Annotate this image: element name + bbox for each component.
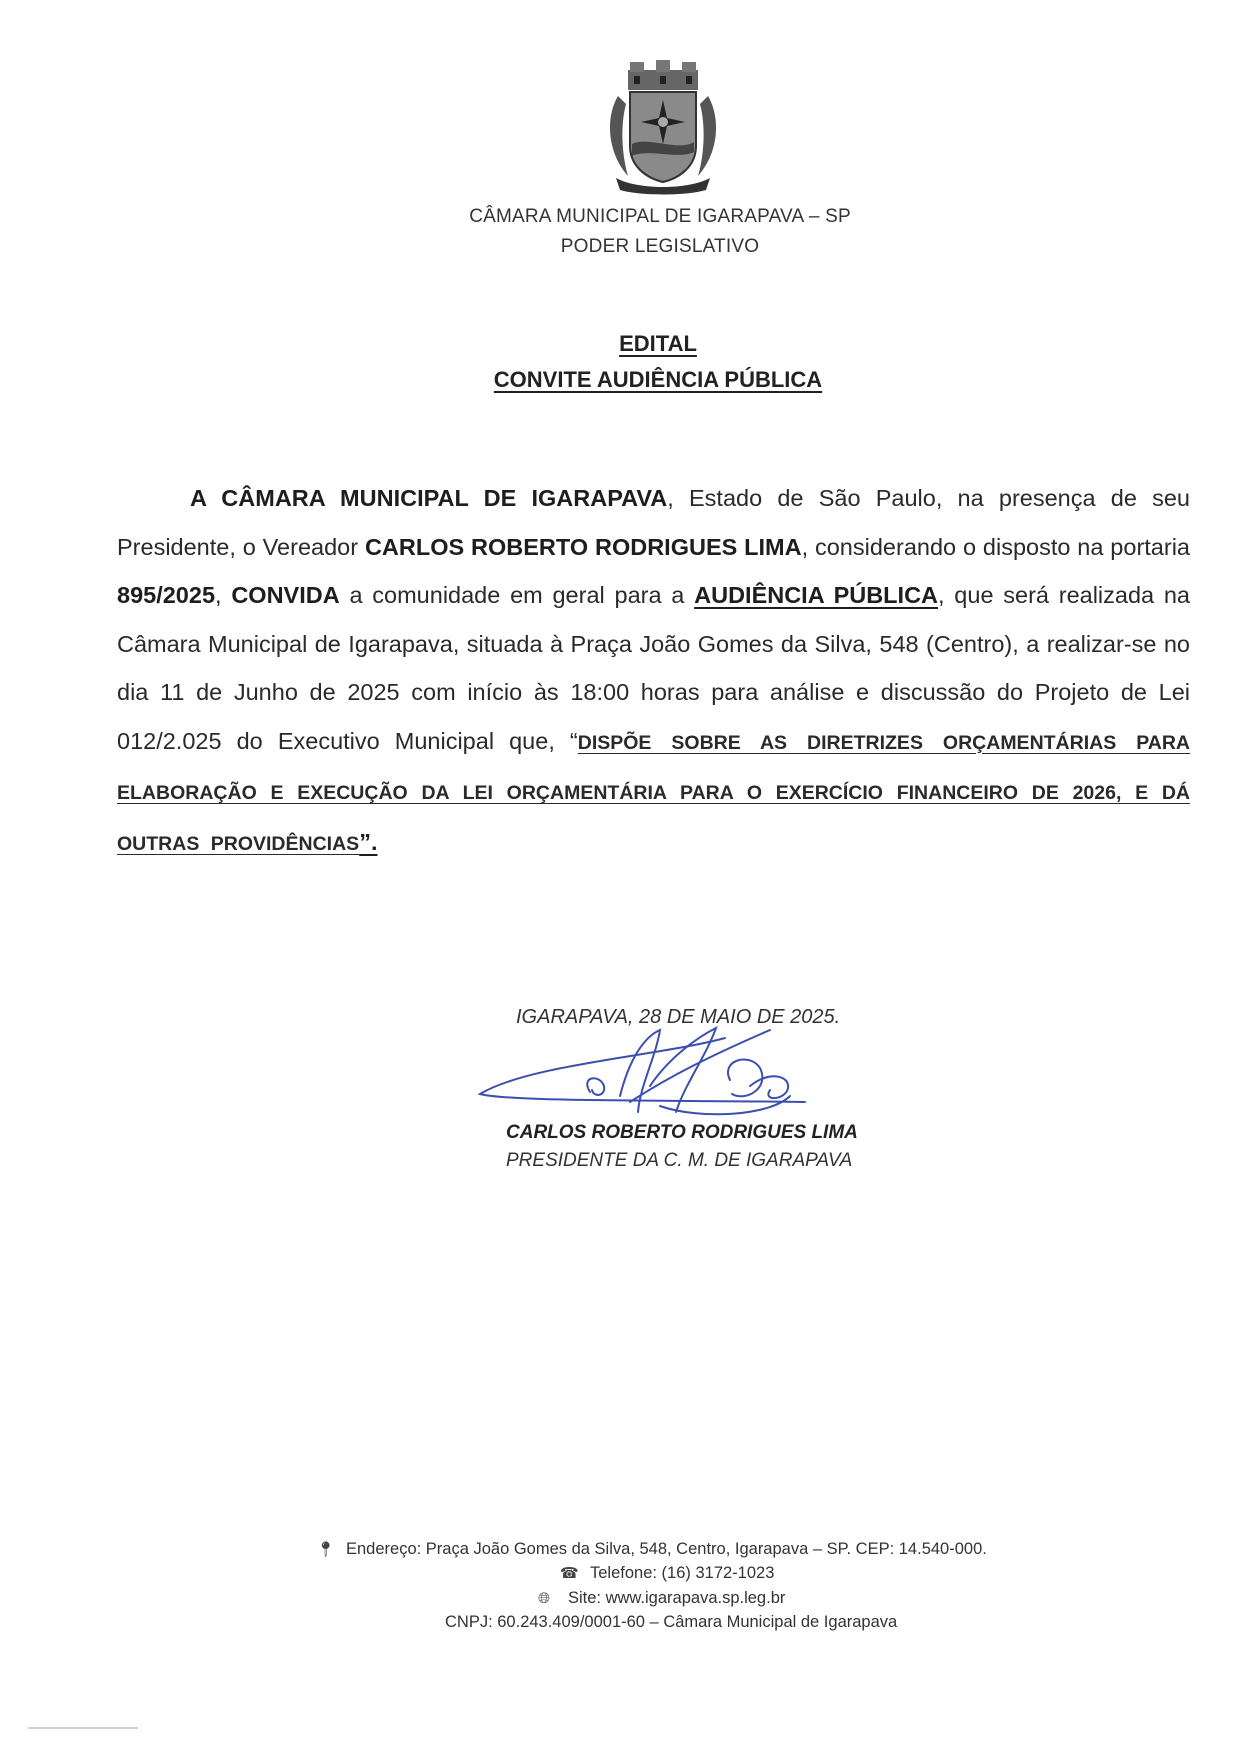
signer-name: CARLOS ROBERTO RODRIGUES LIMA <box>506 1122 858 1143</box>
legislative-branch: PODER LEGISLATIVO <box>560 236 760 257</box>
invitation-paragraph <box>117 474 1190 868</box>
bill-subject: DISPÕE SOBRE AS DIRETRIZES ORÇAMENTÁRIAS PARA ELABORAÇÃO E EXECUÇÃO DA LEI ORÇAMENTÁRIA PARA O EXERCÍCIO FINANCEIRO DE 2026, E DÁ OUTRAS PROVIDÊNCIAS <box>117 731 1190 855</box>
handwritten-signature-icon <box>470 1016 920 1126</box>
institution-name: CÂMARA MUNICIPAL DE IGARAPAVA – SP <box>469 206 851 227</box>
text-segment: , <box>215 582 232 608</box>
document-title: EDITAL <box>619 331 697 356</box>
address-text: Endereço: Praça João Gomes da Silva, 548, Centro, Igarapava – SP. CEP: 14.540-000. <box>346 1540 987 1558</box>
site-link[interactable]: Site: www.igarapava.sp.leg.br <box>568 1589 786 1607</box>
event-name: AUDIÊNCIA PÚBLICA <box>694 582 939 608</box>
text-segment: , Estado de São Paulo, na presença de seu Presidente, o Vereador <box>117 485 1190 560</box>
footer-phone <box>560 1564 774 1583</box>
text-segment: , que será realizada na Câmara Municipal de Igarapava, situada à Praça João Gomes da Silva, 548 (Centro), a realizar-se no dia 11 de Junho de 2025 com início às 18:00 horas para análise e discussão do Projeto de Lei 012/2.025 do Executivo Municipal que, “ <box>117 582 1191 754</box>
signer-role: PRESIDENTE DA C. M. DE IGARAPAVA <box>506 1150 853 1171</box>
text-segment: , considerando o disposto na portaria <box>801 533 1190 560</box>
footer-cnpj: CNPJ: 60.243.409/0001-60 – Câmara Municipal de Igarapava <box>445 1613 898 1631</box>
text-segment: a comunidade em geral para a <box>339 582 695 608</box>
telephone-icon: ☎ <box>560 1565 579 1582</box>
coat-of-arms-icon <box>588 56 738 196</box>
document-subtitle: CONVITE AUDIÊNCIA PÚBLICA <box>493 367 823 392</box>
footer-site <box>538 1589 785 1608</box>
ordinance-number: 895/2025 <box>117 582 216 608</box>
document-body <box>117 474 1190 868</box>
invite-verb: CONVIDA <box>231 582 340 608</box>
phone-text: Telefone: (16) 3172-1023 <box>590 1564 775 1582</box>
closing-quote: ”. <box>359 828 378 855</box>
president-name: CARLOS ROBERTO RODRIGUES LIMA <box>364 533 802 560</box>
scan-artifact-line <box>28 1727 138 1729</box>
location-pin-icon: 📍︎ <box>316 1541 336 1558</box>
globe-icon: 🌐︎ <box>538 1590 551 1607</box>
chamber-name: A CÂMARA MUNICIPAL DE IGARAPAVA <box>190 485 668 511</box>
place-date: IGARAPAVA, 28 DE MAIO DE 2025. <box>516 1006 841 1028</box>
footer-address <box>316 1540 987 1559</box>
